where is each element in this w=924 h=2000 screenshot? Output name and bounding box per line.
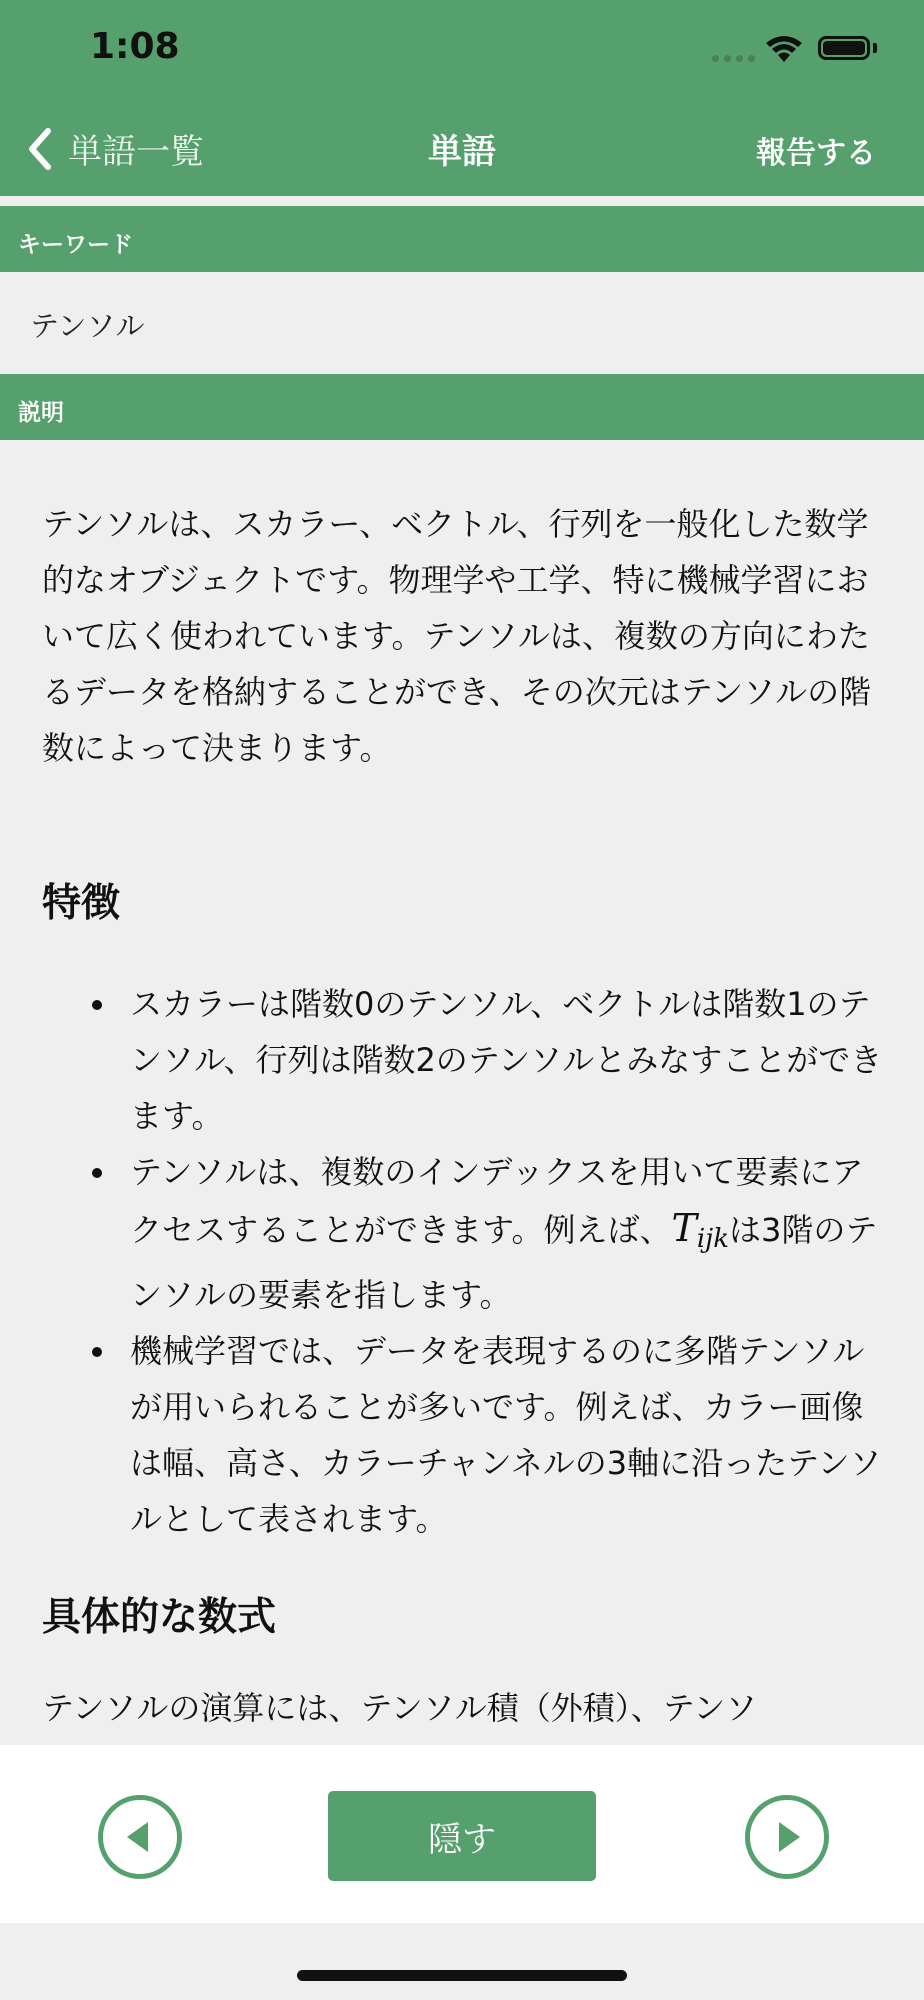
features-list bbox=[42, 976, 884, 1547]
wifi-icon bbox=[764, 34, 804, 64]
intro-paragraph: テンソルは、スカラー、ベクトル、行列を一般化した数学的なオブジェクトです。物理学や工学、特に機械学習において広く使われています。テンソルは、複数の方向にわたるデータを格納することができ、その次元はテンソルの階数によって決まります。 bbox=[42, 505, 872, 767]
home-indicator[interactable] bbox=[297, 1970, 627, 1981]
feature-text: テンソルは、複数のインデックスを用いて要素にアクセスすることができます。例えば、 bbox=[130, 1153, 864, 1249]
math-base: T bbox=[671, 1206, 697, 1250]
chevron-left-icon bbox=[26, 127, 52, 171]
description-content[interactable] bbox=[0, 440, 924, 1745]
battery-icon bbox=[818, 36, 870, 60]
play-right-icon bbox=[750, 1800, 824, 1874]
battery-cap bbox=[873, 43, 877, 53]
back-label: 単語一覧 bbox=[68, 132, 204, 172]
report-button[interactable]: 報告する bbox=[756, 136, 876, 171]
list-item: 機械学習では、データを表現するのに多階テンソルが用いられることが多いです。例えば、カラー画像は幅、高さ、カラーチャンネルの3軸に沿ったテンソルとして表されます。 bbox=[42, 1323, 884, 1547]
previous-button[interactable] bbox=[98, 1795, 182, 1879]
cellular-signal-icon bbox=[712, 55, 755, 62]
keyword-value: テンソル bbox=[30, 309, 145, 343]
list-item bbox=[42, 1144, 884, 1323]
hide-button[interactable]: 隠す bbox=[328, 1791, 596, 1881]
navigation-bar bbox=[0, 0, 924, 196]
page-title: 単語 bbox=[428, 132, 496, 172]
formula-paragraph: テンソルの演算には、テンソル積（外積）、テンソ bbox=[42, 1689, 758, 1727]
next-button[interactable] bbox=[745, 1795, 829, 1879]
math-expression bbox=[671, 1206, 729, 1254]
features-heading: 特徴 bbox=[42, 881, 121, 926]
list-item: スカラーは階数0のテンソル、ベクトルは階数1のテンソル、行列は階数2のテンソルとみなすことができます。 bbox=[42, 976, 884, 1144]
description-section-header bbox=[0, 374, 924, 440]
status-time: 1:08 bbox=[90, 26, 180, 67]
bottom-toolbar bbox=[0, 1745, 924, 1923]
description-header-label: 説明 bbox=[18, 400, 64, 426]
keyword-section-header bbox=[0, 206, 924, 272]
play-left-icon bbox=[103, 1800, 177, 1874]
math-subscript: ijk bbox=[696, 1224, 729, 1254]
keyword-header-label: キーワード bbox=[18, 232, 133, 258]
formula-heading: 具体的な数式 bbox=[42, 1595, 277, 1640]
back-button[interactable] bbox=[26, 124, 204, 173]
feature-tail: は3階のテンソルの要素を指します。 bbox=[130, 1211, 878, 1314]
